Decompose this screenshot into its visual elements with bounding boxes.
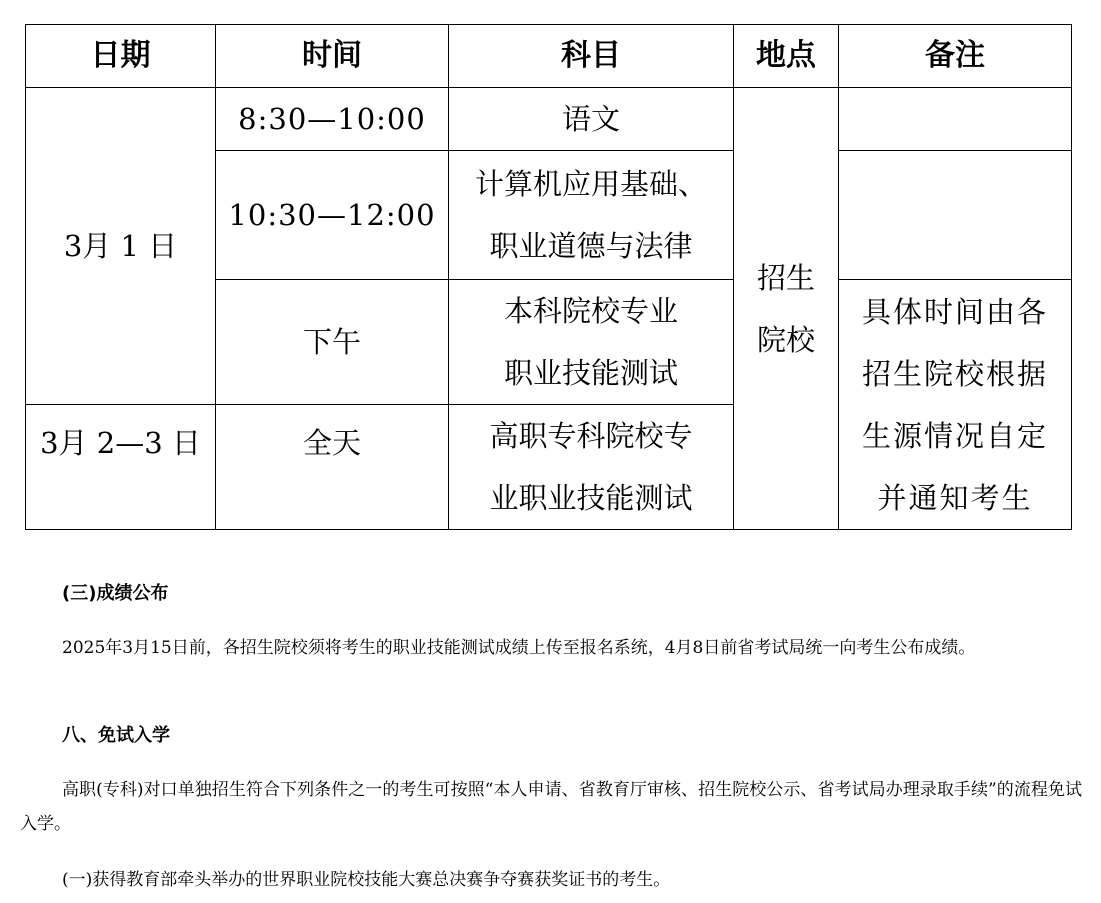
paragraph-exempt [20,773,1082,841]
section-heading-exempt: 八、免试入学 [62,725,170,746]
note-cell-empty [839,88,1072,151]
date-cell-mar2-3: 3月 2—3 日 [26,405,216,530]
paragraph-results [20,631,1082,665]
paragraph-exempt-item1 [20,863,1082,897]
note-cell-empty [839,151,1072,280]
header-subject: 科目 [449,25,734,88]
subject-cell: 本科院校专业 职业技能测试 [449,280,734,405]
subject-cell: 计算机应用基础、 职业道德与法律 [449,151,734,280]
subject-cell: 语文 [449,88,734,151]
table-header-row [26,25,1072,88]
paragraph-exempt-text: 高职(专科)对口单独招生符合下列条件之一的考生可按照“本人申请、省教育厅审核、招生院校公示、省考试局办理录取手续”的流程免试入学。 [20,780,1082,834]
time-cell: 8:30—10:00 [216,88,449,151]
time-cell: 全天 [216,405,449,530]
location-cell: 招生 院校 [734,88,839,530]
exam-schedule-table [25,24,1072,530]
subject-cell: 高职专科院校专 业职业技能测试 [449,405,734,530]
paragraph-exempt-item1-text: (一)获得教育部牵头举办的世界职业院校技能大赛总决赛争夺赛获奖证书的考生。 [62,870,671,890]
date-cell-mar1: 3月 1 日 [26,88,216,405]
paragraph-results-text: 2025年3月15日前，各招生院校须将考生的职业技能测试成绩上传至报名系统，4月8日前省考试局统一向考生公布成绩。 [62,638,976,658]
section-heading-results: (三)成绩公布 [62,583,169,604]
table-row [26,88,1072,151]
header-note: 备注 [839,25,1072,88]
note-cell: 具体时间由各 招生院校根据 生源情况自定 并通知考生 [839,280,1072,530]
time-cell: 10:30—12:00 [216,151,449,280]
time-cell: 下午 [216,280,449,405]
header-time: 时间 [216,25,449,88]
header-date: 日期 [26,25,216,88]
header-location: 地点 [734,25,839,88]
